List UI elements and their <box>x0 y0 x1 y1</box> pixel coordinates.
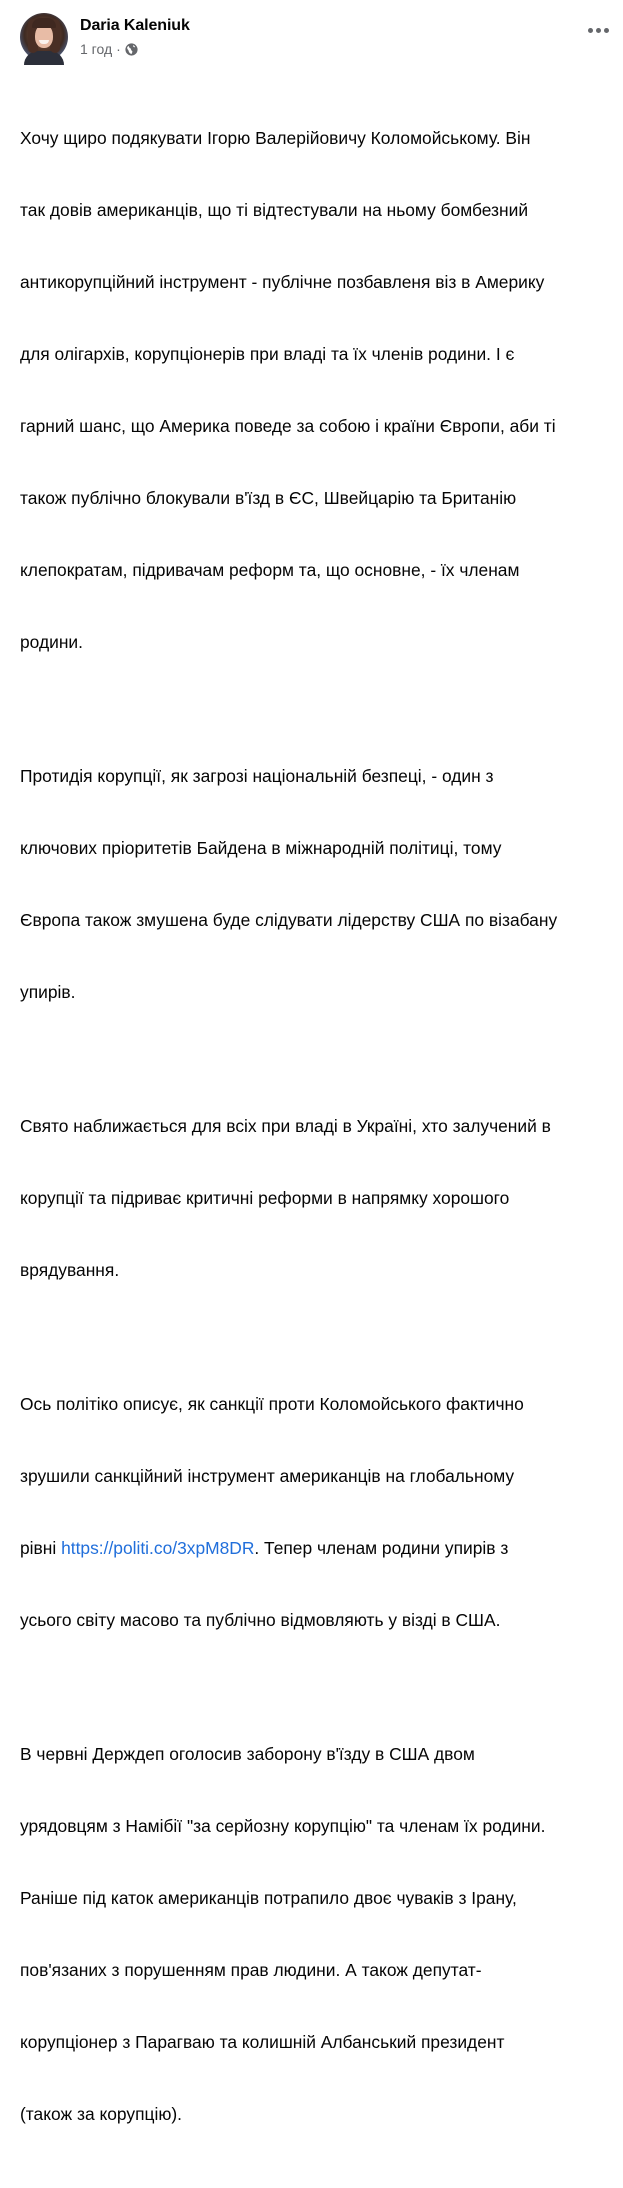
globe-icon[interactable] <box>125 43 138 56</box>
text-line: Європа також змушена буде слідувати лідерству США по візабану <box>20 910 558 930</box>
author-avatar[interactable] <box>20 13 68 61</box>
text-line-with-link <box>20 1536 610 1560</box>
text-line: зрушили санкційний інструмент американців на глобальному <box>20 1466 515 1486</box>
text-line: для олігархів, корупціонерів при владі та їх членів родини. І є <box>20 344 515 364</box>
politico-link[interactable]: https://politi.co/3xpM8DR <box>61 1538 255 1558</box>
post-paragraph-2 <box>20 716 610 1052</box>
post-header <box>20 12 190 62</box>
more-options-button[interactable] <box>588 28 609 33</box>
text-line: (також за корупцію). <box>20 2104 183 2124</box>
text-line: Раніше під каток американців потрапило двоє чуваків з Ірану, <box>20 1888 517 1908</box>
text-line: В червні Держдеп оголосив заборону в'їзду в США двом <box>20 1744 475 1764</box>
more-dot-icon <box>604 28 609 33</box>
avatar-hair-top <box>32 18 56 28</box>
text-line: антикорупційний інструмент - публічне позбавленя віз в Америку <box>20 272 545 292</box>
text-line: урядовцям з Намібії "за серйозну корупцію" та членам їх родини. <box>20 1816 546 1836</box>
text-line: усього світу масово та публічно відмовляють у візді в США. <box>20 1610 501 1630</box>
author-name[interactable]: Daria Kaleniuk <box>80 17 190 34</box>
avatar-shoulders <box>24 51 64 65</box>
more-dot-icon <box>588 28 593 33</box>
text-line: Протидія корупції, як загрозі національній безпеці, - один з <box>20 766 494 786</box>
post-paragraph-1 <box>20 78 610 702</box>
text-line: гарний шанс, що Америка поведе за собою і країни Європи, аби ті <box>20 416 556 436</box>
more-dot-icon <box>596 28 601 33</box>
text-line: Ось політіко описує, як санкції проти Коломойського фактично <box>20 1394 524 1414</box>
post-meta <box>80 16 190 58</box>
post-timestamp[interactable]: 1 год <box>80 41 113 57</box>
text-line: також публічно блокували в'їзд в ЄС, Швейцарію та Британію <box>20 488 517 508</box>
text-line: корупціонер з Парагваю та колишній Албанський президент <box>20 2032 505 2052</box>
text-line: упирів. <box>20 982 76 1002</box>
text-line: пов'язаних з порушенням прав людини. А також депутат- <box>20 1960 482 1980</box>
link-suffix-text: . Тепер членам родини упирів з <box>254 1538 509 1558</box>
text-line: корупції та підриває критичні реформи в напрямку хорошого <box>20 1188 510 1208</box>
text-line: клепократам, підривачам реформ та, що основне, - їх членам <box>20 560 520 580</box>
post-body <box>20 78 610 2188</box>
post-paragraph-5 <box>20 1694 610 2174</box>
post-paragraph-4 <box>20 1344 610 1680</box>
text-line: врядування. <box>20 1260 120 1280</box>
post-subline <box>80 40 190 58</box>
text-line: родини. <box>20 632 83 652</box>
separator-dot: · <box>116 41 121 57</box>
text-line: ключових пріоритетів Байдена в міжнародній політиці, тому <box>20 838 502 858</box>
text-line: Свято наближається для всіх при владі в Україні, хто залучений в <box>20 1116 551 1136</box>
post-paragraph-3 <box>20 1066 610 1330</box>
text-line: Хочу щиро подякувати Ігорю Валерійовичу Коломойському. Він <box>20 128 531 148</box>
text-line: так довів американців, що ті відтестували на ньому бомбезний <box>20 200 529 220</box>
link-prefix-text: рівні <box>20 1538 62 1558</box>
